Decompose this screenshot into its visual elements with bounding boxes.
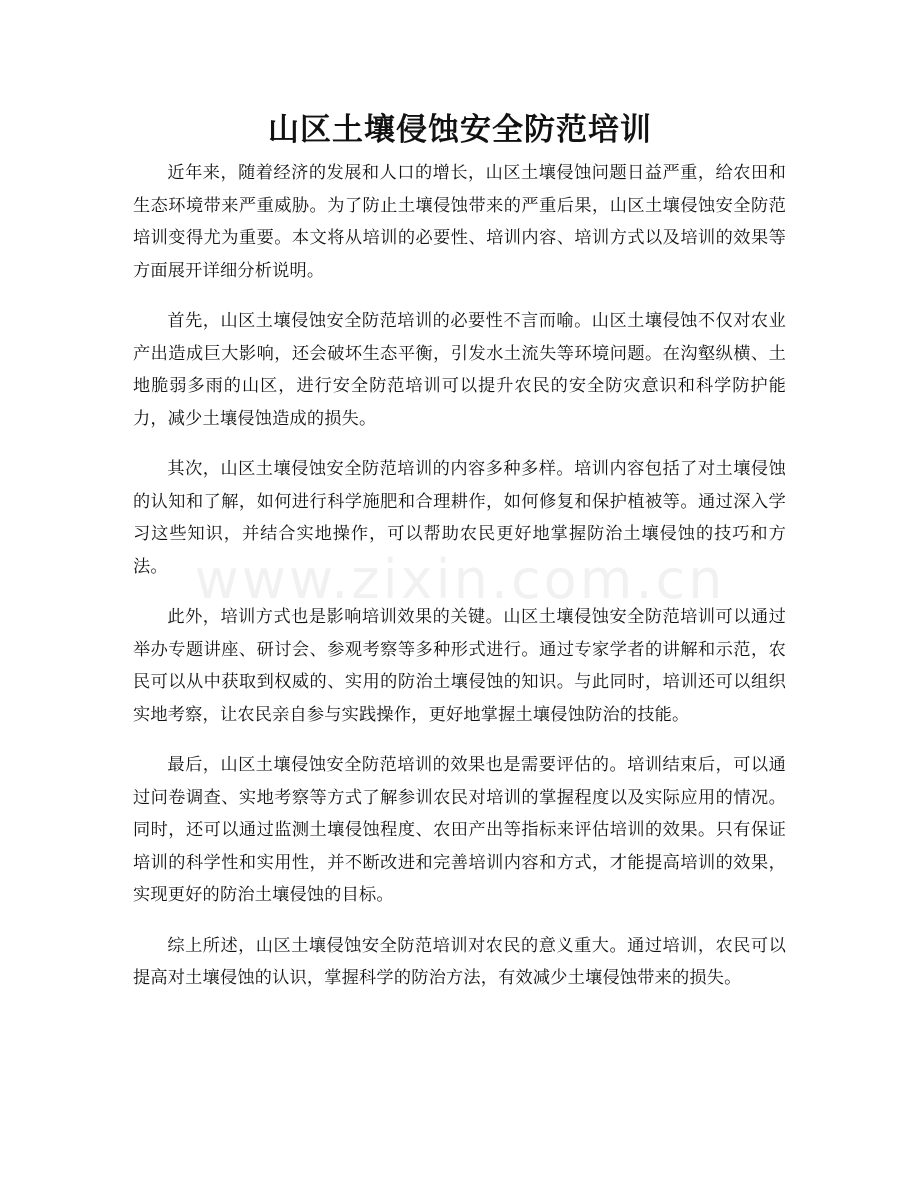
paragraph-effect: 最后，山区土壤侵蚀安全防范培训的效果也是需要评估的。培训结束后，可以通过问卷调查、实地考察等方式了解参训农民对培训的掌握程度以及实际应用的情况。同时，还可以通过监测土壤侵蚀程度、农田产出等指标来评估培训的效果。只有保证培训的科学性和实用性，并不断改进和完善培训内容和方式，才能提高培训的效果，实现更好的防治土壤侵蚀的目标。 [133,755,786,905]
paragraph-content: 其次，山区土壤侵蚀安全防范培训的内容多种多样。培训内容包括了对土壤侵蚀的认知和了解，如何进行科学施肥和合理耕作，如何修复和保护植被等。通过深入学习这些知识，并结合实地操作，可以帮助农民更好地掌握防治土壤侵蚀的技巧和方法。 [133,459,786,577]
paragraph-conclusion: 综上所述，山区土壤侵蚀安全防范培训对农民的意义重大。通过培训，农民可以提高对土壤侵蚀的认识，掌握科学的防治方法，有效减少土壤侵蚀带来的损失。 [133,935,786,988]
document-title: 山区土壤侵蚀安全防范培训 [268,112,652,148]
paragraph-methods: 此外，培训方式也是影响培训效果的关键。山区土壤侵蚀安全防范培训可以通过举办专题讲座、研讨会、参观考察等多种形式进行。通过专家学者的讲解和示范，农民可以从中获取到权威的、实用的防治土壤侵蚀的知识。与此同时，培训还可以组织实地考察，让农民亲自参与实践操作，更好地掌握土壤侵蚀防治的技能。 [133,607,786,725]
document-body [133,157,786,1013]
watermark: www.zixin.com.cn [194,548,726,611]
paragraph-intro: 近年来，随着经济的发展和人口的增长，山区土壤侵蚀问题日益严重，给农田和生态环境带来严重威胁。为了防止土壤侵蚀带来的严重后果，山区土壤侵蚀安全防范培训变得尤为重要。本文将从培训的必要性、培训内容、培训方式以及培训的效果等方面展开详细分析说明。 [133,163,786,281]
paragraph-necessity: 首先，山区土壤侵蚀安全防范培训的必要性不言而喻。山区土壤侵蚀不仅对农业产出造成巨大影响，还会破坏生态平衡，引发水土流失等环境问题。在沟壑纵横、土地脆弱多雨的山区，进行安全防范培训可以提升农民的安全防灾意识和科学防护能力，减少土壤侵蚀造成的损失。 [133,311,786,429]
